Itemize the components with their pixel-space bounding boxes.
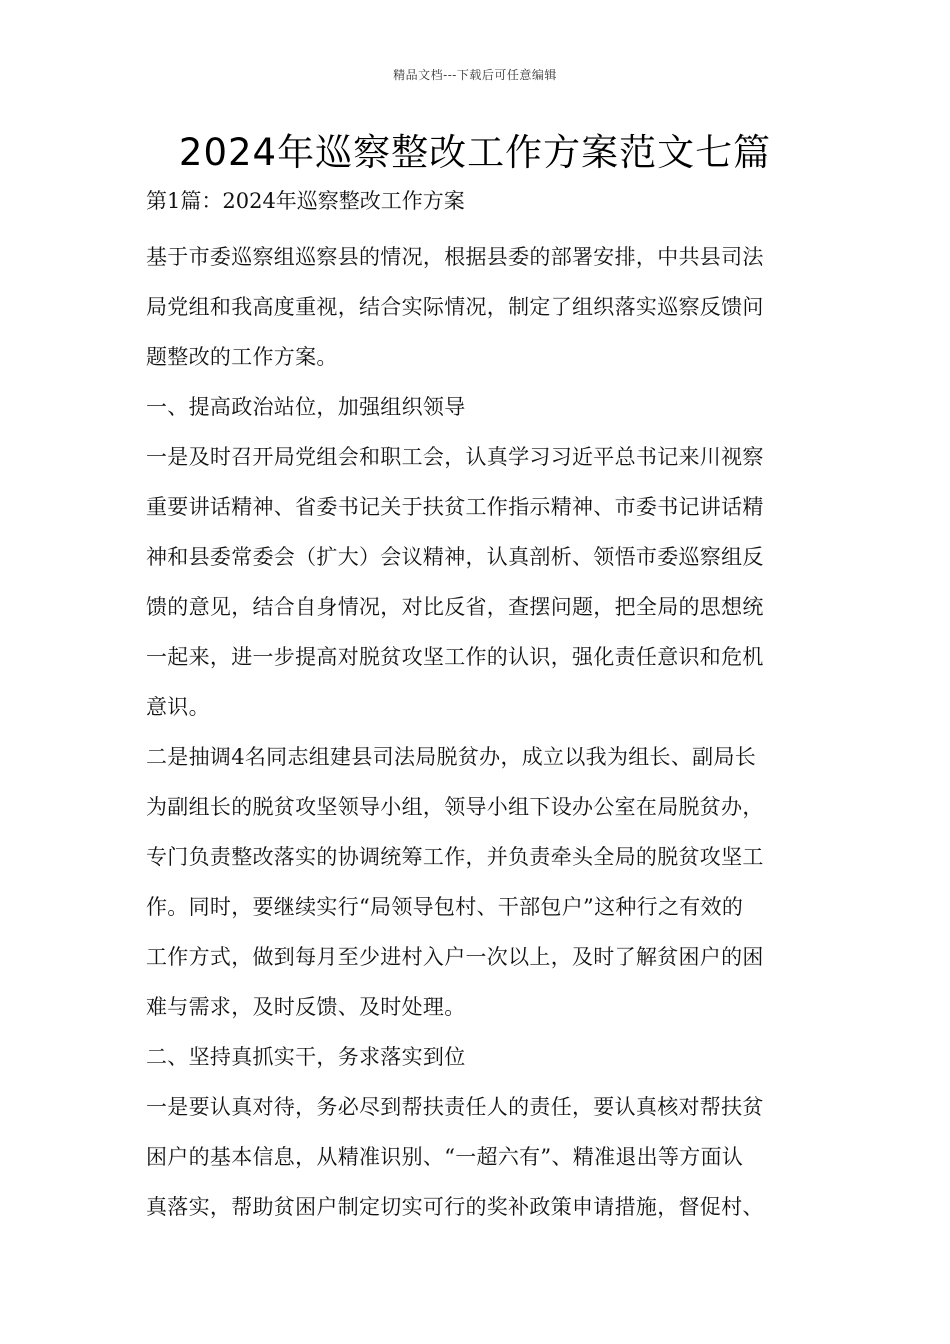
header-note: 精品文档---下载后可任意编辑 <box>393 68 557 82</box>
body-line: 困户的基本信息，从精准识别、“一超六有”、精准退出等方面认 <box>146 1145 744 1169</box>
body-line: 真落实，帮助贫困户制定切实可行的奖补政策申请措施，督促村、 <box>146 1195 764 1219</box>
body-line: 一是要认真对待，务必尽到帮扶责任人的责任，要认真核对帮扶贫 <box>146 1095 764 1119</box>
body-line: 一是及时召开局党组会和职工会，认真学习习近平总书记来川视察 <box>146 445 764 469</box>
article-subtitle: 第1篇：2024年巡察整改工作方案 <box>146 189 465 213</box>
body-line: 馈的意见，结合自身情况，对比反省，查摆问题，把全局的思想统 <box>146 595 764 619</box>
body-line: 为副组长的脱贫攻坚领导小组，领导小组下设办公室在局脱贫办， <box>146 795 764 819</box>
body-line: 一起来，进一步提高对脱贫攻坚工作的认识，强化责任意识和危机 <box>146 645 764 669</box>
body-line: 局党组和我高度重视，结合实际情况，制定了组织落实巡察反馈问 <box>146 295 764 319</box>
body-line: 专门负责整改落实的协调统筹工作，并负责牵头全局的脱贫攻坚工 <box>146 845 764 869</box>
document-body <box>146 232 806 1232</box>
body-line: 题整改的工作方案。 <box>146 345 338 369</box>
body-line: 二是抽调4名同志组建县司法局脱贫办，成立以我为组长、副局长 <box>146 745 757 769</box>
body-line: 作。同时，要继续实行“局领导包村、干部包户”这种行之有效的 <box>146 895 744 919</box>
body-line: 意识。 <box>146 695 210 719</box>
body-line: 重要讲话精神、省委书记关于扶贫工作指示精神、市委书记讲话精 <box>146 495 764 519</box>
document-title: 2024年巡察整改工作方案范文七篇 <box>178 131 772 174</box>
body-line: 难与需求，及时反馈、及时处理。 <box>146 995 466 1019</box>
body-line: 神和县委常委会（扩大）会议精神，认真剖析、领悟市委巡察组反 <box>146 545 764 569</box>
body-line: 工作方式，做到每月至少进村入户一次以上，及时了解贫困户的困 <box>146 945 764 969</box>
body-line: 基于市委巡察组巡察县的情况，根据县委的部署安排，中共县司法 <box>146 245 764 269</box>
section-heading: 一、提高政治站位，加强组织领导 <box>146 395 466 419</box>
section-heading: 二、坚持真抓实干，务求落实到位 <box>146 1045 466 1069</box>
